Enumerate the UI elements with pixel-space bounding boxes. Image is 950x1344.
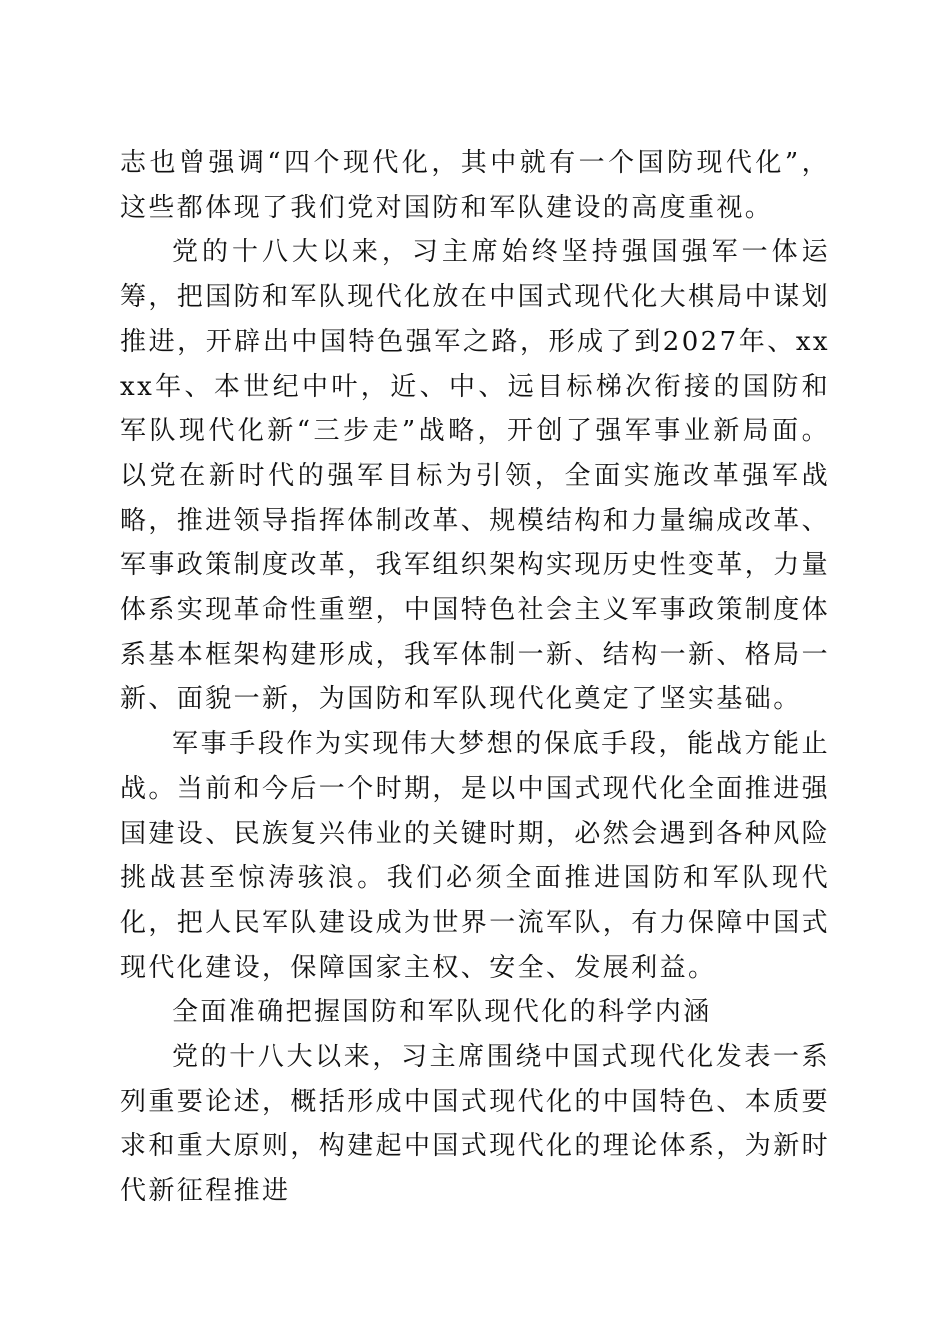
body-text: [120, 141, 830, 1214]
section-heading: 全面准确把握国防和军队现代化的科学内涵: [172, 997, 712, 1028]
paragraph-military-means: 军事手段作为实现伟大梦想的保底手段，能战方能止战。当前和今后一个时期，是以中国式现代化全面推进强国建设、民族复兴伟业的关键时期，必然会遇到各种风险挑战甚至惊涛骇浪。我们必须全面推进国防和军队现代化，把人民军队建设成为世界一流军队，有力保障中国式现代化建设，保障国家主权、安全、发展利益。: [120, 729, 831, 983]
paragraph-modernization-theory: 党的十八大以来，习主席围绕中国式现代化发表一系列重要论述，概括形成中国式现代化的中国特色、本质要求和重大原则，构建起中国式现代化的理论体系，为新时代新征程推进: [120, 1042, 831, 1207]
paragraph-continuation: 志也曾强调“四个现代化，其中就有一个国防现代化”，这些都体现了我们党对国防和军队建设的高度重视。: [120, 148, 830, 223]
paragraph-strong-military: 党的十八大以来，习主席始终坚持强国强军一体运筹，把国防和军队现代化放在中国式现代化大棋局中谋划推进，开辟出中国特色强军之路，形成了到2027年、xxxx年、本世纪中叶，近、中、远目标梯次衔接的国防和军队现代化新“三步走”战略，开创了强军事业新局面。以党在新时代的强军目标为引领，全面实施改革强军战略，推进领导指挥体制改革、规模结构和力量编成改革、军事政策制度改革，我军组织架构实现历史性变革，力量体系实现革命性重塑，中国特色社会主义军事政策制度体系基本框架构建形成，我军体制一新、结构一新、格局一新、面貌一新，为国防和军队现代化奠定了坚实基础。: [120, 237, 831, 715]
